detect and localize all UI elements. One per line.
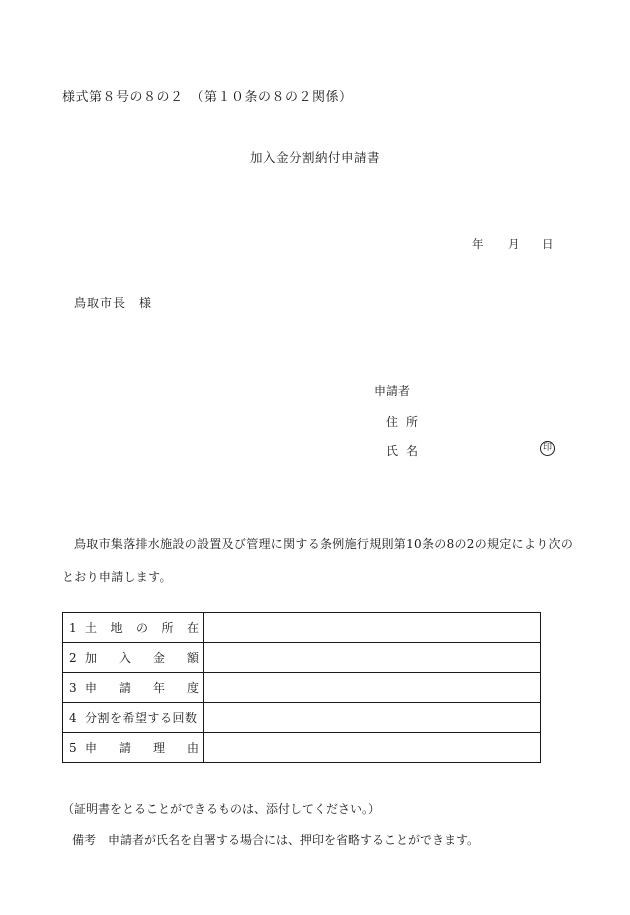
item-number: 2 bbox=[69, 650, 77, 665]
remarks-note bbox=[72, 831, 479, 848]
item-label: 土 地 の 所 在 bbox=[85, 621, 199, 635]
item-value-cell[interactable] bbox=[204, 643, 541, 673]
date-year-label: 年 bbox=[472, 237, 484, 251]
table-row bbox=[63, 643, 541, 673]
item-label-cell bbox=[63, 703, 204, 733]
item-value-cell[interactable] bbox=[204, 703, 541, 733]
item-number: 1 bbox=[69, 620, 77, 635]
table-row bbox=[63, 613, 541, 643]
item-value-cell[interactable] bbox=[204, 613, 541, 643]
table-row bbox=[63, 673, 541, 703]
item-value-cell[interactable] bbox=[204, 733, 541, 763]
addressee: 鳥取市長 様 bbox=[74, 296, 153, 310]
remarks-label: 備考 bbox=[72, 833, 97, 847]
item-value-cell[interactable] bbox=[204, 673, 541, 703]
item-label: 分割を希望する回数 bbox=[85, 711, 198, 725]
table-row bbox=[63, 733, 541, 763]
date-month-label: 月 bbox=[508, 237, 520, 251]
applicant-heading: 申請者 bbox=[374, 384, 411, 398]
item-label-cell bbox=[63, 643, 204, 673]
document-title: 加入金分割納付申請書 bbox=[249, 150, 380, 165]
form-number: 様式第８号の８の２ （第１０条の８の２関係） bbox=[62, 90, 353, 105]
item-label: 申 請 理 由 bbox=[85, 741, 199, 755]
item-number: 5 bbox=[69, 740, 77, 755]
seal-mark-icon: 印 bbox=[540, 441, 555, 456]
address-label: 住所 bbox=[386, 415, 427, 429]
item-label-cell bbox=[63, 673, 204, 703]
items-table bbox=[62, 612, 541, 763]
table-row bbox=[63, 703, 541, 733]
date-day-label: 日 bbox=[542, 237, 554, 251]
application-statement: 鳥取市集落排水施設の設置及び管理に関する条例施行規則第10条の8の2の規定により次のとおり申請します。 bbox=[62, 537, 574, 584]
name-label: 氏名 bbox=[386, 444, 427, 458]
item-label: 加 入 金 額 bbox=[85, 651, 199, 665]
attachment-note: （証明書をとることができるものは、添付してください。） bbox=[62, 802, 381, 816]
item-number: 3 bbox=[69, 680, 77, 695]
item-number: 4 bbox=[69, 710, 77, 725]
item-label: 申 請 年 度 bbox=[85, 681, 199, 695]
item-label-cell bbox=[63, 613, 204, 643]
item-label-cell bbox=[63, 733, 204, 763]
remarks-text: 申請者が氏名を自署する場合には、押印を省略することができます。 bbox=[108, 833, 480, 847]
